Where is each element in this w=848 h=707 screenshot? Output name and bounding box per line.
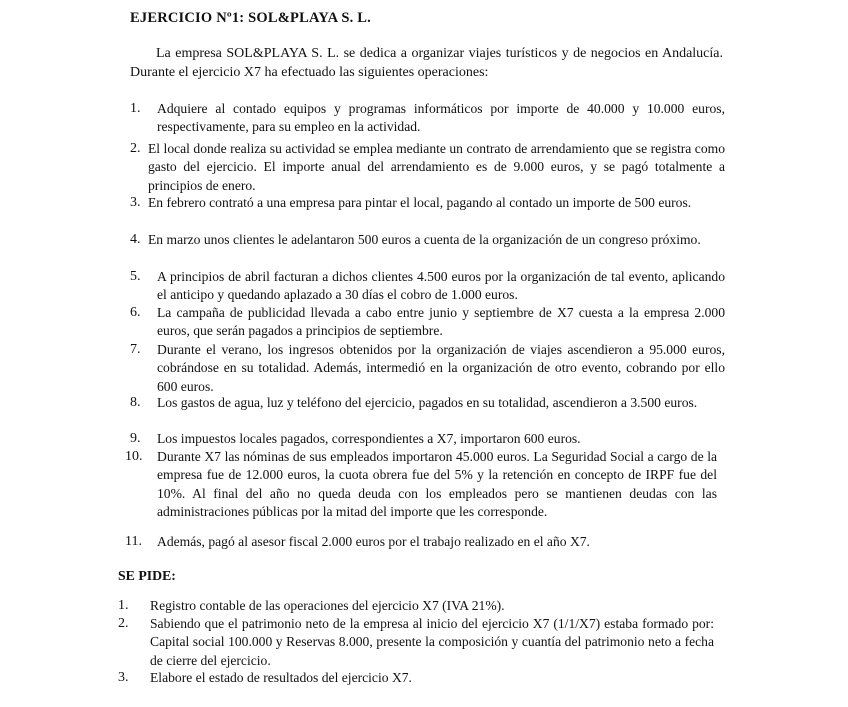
operation-number: 8. xyxy=(130,395,141,410)
operation-text: La campaña de publicidad llevada a cabo entre junio y septiembre de X7 cuesta a la empresa 2.000 euros, que serán pagados a principios de septiembre. xyxy=(157,305,725,339)
requirements-title: SE PIDE: xyxy=(118,568,176,583)
operation-text: Los gastos de agua, luz y teléfono del ejercicio, pagados en su totalidad, ascendieron a 3.500 euros. xyxy=(157,395,698,410)
operation-text: Durante el verano, los ingresos obtenidos por la organización de viajes ascendieron a 95.000 euros, cobrándose en su totalidad. Además, intermedió en la organización de otro evento, cobrando por ello 600 euros. xyxy=(157,342,725,394)
requirement-text: Registro contable de las operaciones del ejercicio X7 (IVA 21%). xyxy=(150,598,505,613)
operation-number: 11. xyxy=(125,534,142,549)
requirement-text: Sabiendo que el patrimonio neto de la empresa al inicio del ejercicio X7 (1/1/X7) estaba formado por: Capital social 100.000 y Reservas 8.000, presente la composición y cuantía del patrimonio neto a fecha de cierre del ejercicio. xyxy=(150,616,714,668)
operation-number: 5. xyxy=(130,269,141,284)
operation-number: 6. xyxy=(130,305,141,320)
operation-number: 2. xyxy=(130,141,141,156)
operation-number: 9. xyxy=(130,431,141,446)
exercise-title: EJERCICIO Nº1: SOL&PLAYA S. L. xyxy=(130,10,371,26)
operation-text: En marzo unos clientes le adelantaron 500 euros a cuenta de la organización de un congreso próximo. xyxy=(148,232,701,247)
requirement-text: Elabore el estado de resultados del ejercicio X7. xyxy=(150,670,412,685)
operation-text: Los impuestos locales pagados, correspondientes a X7, importaron 600 euros. xyxy=(157,431,581,446)
requirement-number: 3. xyxy=(118,670,129,685)
operation-number: 1. xyxy=(130,101,141,116)
operation-text: Durante X7 las nóminas de sus empleados importaron 45.000 euros. La Seguridad Social a cargo de la empresa fue de 12.000 euros, la cuota obrera fue del 5% y la retención en concepto de IRPF fue del 10%. Al final del año no queda deuda con los empleados pero se mantienen deudas con las administraciones públicas por la mitad del importe que les corresponde. xyxy=(157,449,717,519)
operation-number: 10. xyxy=(125,449,143,464)
operation-text: El local donde realiza su actividad se emplea mediante un contrato de arrendamiento que se registra como gasto del ejercicio. El importe anual del arrendamiento es de 9.000 euros, y se pagó totalmente a principios de enero. xyxy=(148,141,725,193)
operation-text: A principios de abril facturan a dichos clientes 4.500 euros por la organización de tal evento, aplicando el anticipo y quedando aplazado a 30 días el cobro de 1.000 euros. xyxy=(157,269,725,303)
operation-number: 4. xyxy=(130,232,141,247)
operation-number: 7. xyxy=(130,342,141,357)
exercise-intro: La empresa SOL&PLAYA S. L. se dedica a organizar viajes turísticos y de negocios en Andalucía. Durante el ejercicio X7 ha efectuado las siguientes operaciones: xyxy=(130,46,723,80)
requirement-number: 1. xyxy=(118,598,129,613)
operation-text: En febrero contrató a una empresa para pintar el local, pagando al contado un importe de 500 euros. xyxy=(148,195,692,210)
operation-text: Adquiere al contado equipos y programas informáticos por importe de 40.000 y 10.000 euros, respectivamente, para su empleo en la actividad. xyxy=(157,101,725,135)
requirement-number: 2. xyxy=(118,616,129,631)
operation-number: 3. xyxy=(130,195,141,210)
operation-text: Además, pagó al asesor fiscal 2.000 euros por el trabajo realizado en el año X7. xyxy=(157,534,590,549)
